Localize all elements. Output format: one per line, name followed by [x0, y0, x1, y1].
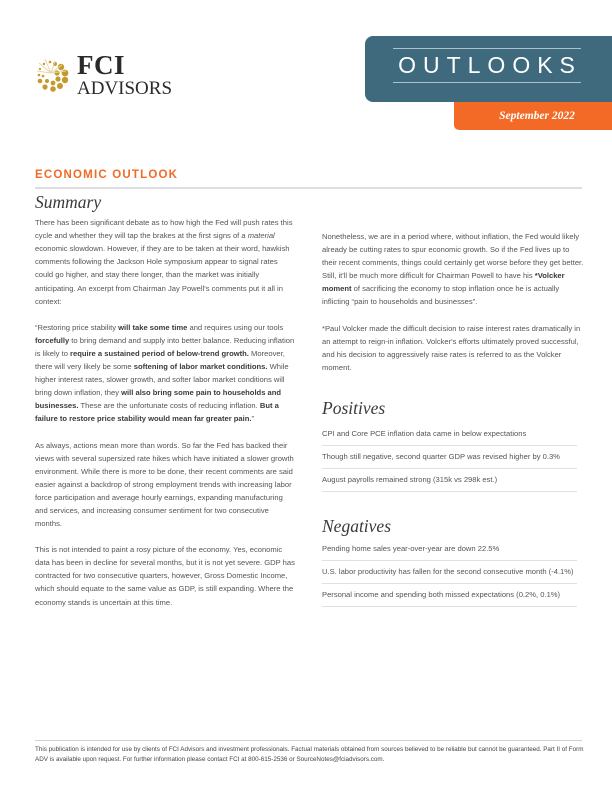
- quote-text: and requires using our tools: [187, 322, 284, 332]
- date-tab: [454, 102, 612, 130]
- negative-item: U.S. labor productivity has fallen for the second consecutive month (-4.1%): [322, 566, 577, 584]
- left-column: [35, 192, 297, 622]
- positive-item: Though still negative, second quarter GDP was revised higher by 0.3%: [322, 451, 577, 469]
- powell-quote: [35, 321, 297, 426]
- fci-advisors-logo: [35, 52, 172, 98]
- quote-emphasis: softening of labor market conditions.: [133, 362, 268, 372]
- quote-text: ”: [251, 414, 255, 424]
- quote-emphasis: will take some time: [118, 322, 188, 332]
- summary-heading: Summary: [35, 192, 102, 212]
- summary-paragraph-5: Nonetheless, we are in a period where, without inflation, the Fed would likely already be cutting rates to spur economic growth. So if the Fed lives up to their recent comments, things could certainly get worse before they get better. Still, it'll be much more difficult for Chairman Powell to have his *Volcker moment of sacrificing the economy to stop inflation once he is actually inflicting “pain to households and businesses”.: [322, 232, 584, 307]
- summary-paragraph-3: As always, actions mean more than words. So far the Fed has backed their views with several supersized rate hikes which have initiated a slower growth environment. While there is more to be done, their recent comments are said easier against a backdrop of strong employment trends with increasing labor force participation and average hourly earnings, expanding manufacturing and services, and increasing consumer sentiment for two consecutive months.: [35, 440, 294, 529]
- positives-heading: Positives: [322, 398, 386, 418]
- logo-fci-text: FCI: [77, 50, 125, 80]
- negative-item: Pending home sales year-over-year are down 22.5%: [322, 543, 577, 561]
- negative-item: Personal income and spending both missed expectations (0.2%, 0.1%): [322, 589, 577, 607]
- quote-text: These are the unfortunate costs of reducing inflation.: [78, 401, 260, 411]
- negatives-list: [322, 543, 577, 612]
- quote-text: While higher interest rates, slower growth, and softer labor market conditions will bring down inflation, they: [35, 362, 289, 398]
- positives-list: [322, 428, 577, 497]
- logo-advisors-text: ADVISORS: [77, 78, 173, 99]
- positive-item: CPI and Core PCE inflation data came in below expectations: [322, 428, 577, 446]
- banner-title: OUTLOOKS: [398, 52, 582, 78]
- quote-emphasis: But a failure to restore price stability would mean far greater pain.: [35, 401, 279, 424]
- positive-item: August payrolls remained strong (315k vs 298k est.): [322, 474, 577, 492]
- summary-paragraph-1: There has been significant debate as to how high the Fed will push rates this cycle and whether they will tap the brakes at the first signs of a material economic slowdown. However, if they are to be taken at their word, hawkish comments following the Jackson Hole symposium appear to signal rates could go higher, and stay there longer, than the market was initially anticipating. An excerpt from Chairman Jay Powell's comments put it all in context:: [35, 218, 293, 306]
- globe-dots-icon: [35, 57, 71, 93]
- footer-disclaimer: This publication is intended for use by clients of FCI Advisors and investment professionals. Factual materials obtained from sources believed to be reliable but cannot be guaranteed. Part II of Form ADV is available upon request. For further information please contact FCI at 800-615-2536 or SourceNotes@fciadvisors.com.: [35, 746, 584, 763]
- publication-date: September 2022: [499, 110, 575, 122]
- negatives-heading: Negatives: [322, 516, 392, 536]
- quote-text: Moreover, there will very likely be some: [35, 348, 285, 372]
- summary-paragraph-4: This is not intended to paint a rosy picture of the economy. Yes, economic data has been in decline for several months, but it is not yet severe. GDP has contracted for two consecutive quarters, however, Gross Domestic Income, which should equate to the same value as GDP, is still expanding. Where the economy stands is uncertain at this time.: [35, 545, 295, 607]
- quote-text: “Restoring price stability: [35, 322, 119, 332]
- section-label: ECONOMIC OUTLOOK: [35, 169, 179, 181]
- volcker-footnote: *Paul Volcker made the difficult decision to raise interest rates dramatically in an attempt to reign-in inflation. Volcker's efforts ultimately proved successful, and his decision to aggressively raise rates is referred to as the Volcker moment.: [322, 323, 581, 372]
- quote-emphasis: require a sustained period of below-trend growth.: [70, 348, 249, 358]
- quote-text: to bring demand and supply into better balance. Reducing inflation is likely to: [35, 335, 295, 358]
- quote-emphasis: will also bring some pain to households and businesses.: [35, 388, 282, 411]
- section-divider: [35, 187, 582, 189]
- right-column: [322, 230, 584, 387]
- outlooks-banner: [365, 36, 612, 102]
- footer-divider: [35, 740, 582, 741]
- quote-emphasis: forcefully: [35, 335, 70, 345]
